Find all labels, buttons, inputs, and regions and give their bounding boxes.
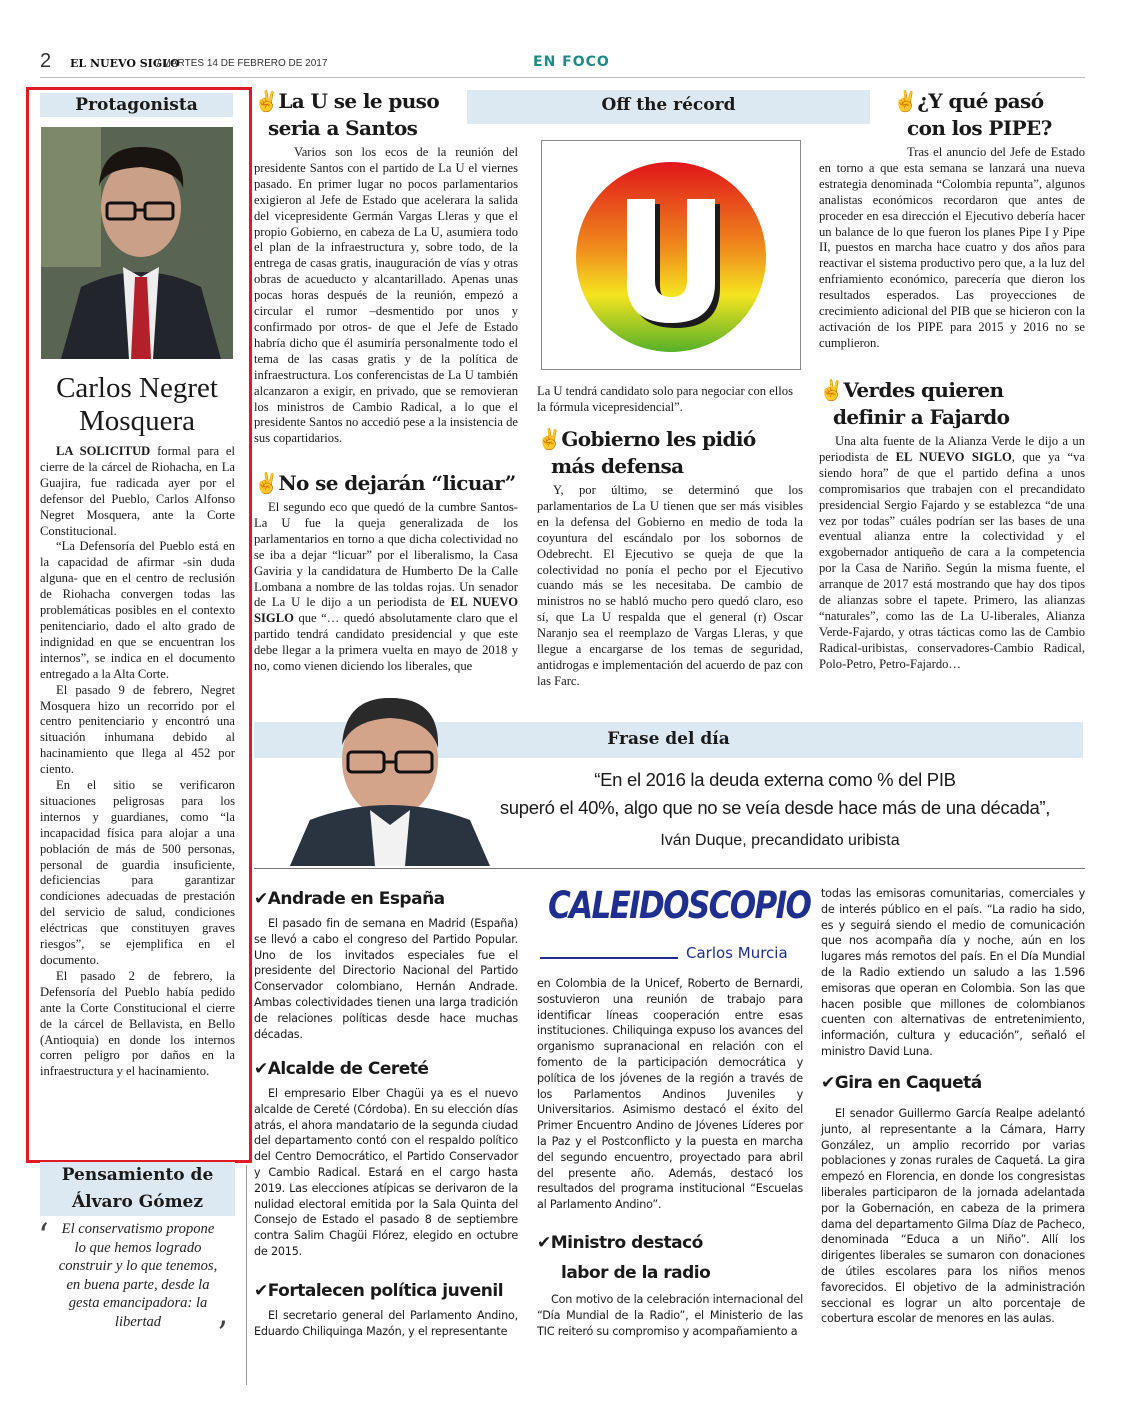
brief-andrade: [254, 884, 518, 1042]
brief-andrade-title: ✔Andrade en España: [254, 889, 445, 909]
protagonista-p4: En el sitio se verificaron situaciones peligrosas para los internos y guardianes, como “la incapacidad física para alojar a una población de más de 500 personas, personal de guardia insuficiente, deficiencias para garantizar condiciones adecuadas de prestación del servicio de salud, condiciones eléctricas que constituyen graves riesgos”, se ejemplifica en el documento.: [40, 778, 235, 967]
protagonista-label: Protagonista: [40, 93, 233, 117]
protagonista-name: [38, 372, 236, 438]
brief-ministro-text: Con motivo de la celebración internacional del “Día Mundial de la Radio”, el Ministerio de las TIC reiteró su compromiso y acompañamiento a: [537, 1293, 803, 1338]
off-record-title: Off the récord: [467, 90, 870, 124]
duque-photo-front: [290, 690, 440, 866]
name-line-1: Carlos Negret: [56, 372, 218, 404]
article-verdes-text: Una alta fuente de la Alianza Verde le dijo a un periodista de EL NUEVO SIGLO, que ya “va siendo hora” de que el partido defina a unos compromisarios que trabajen con el precandidato presidencial Sergio Fajardo y se establezca “de una vez por todas” cuáles podrían ser las bases de una eventual alianza entre la colectividad y el exgobernador antiqueño de cara a la competencia por la Casa de Nariño. Según la misma fuente, el arranque de 2017 está mostrando que hay dos tipos de alianzas sobre el tapete. Primero, las alianzas “naturales”, como las de La U-liberales, Alianza Verde-Fajardo, y otras tácticas como las de Cambio Radical-uribistas, conservadores-Cambio Radical, Polo-Petro, Petro-Fajardo…: [819, 434, 1085, 671]
section-name: EN FOCO: [533, 54, 610, 70]
u-logo-frame: [541, 140, 801, 370]
article-licuar-title: ✌No se dejarán “licuar”: [254, 471, 516, 495]
article-licuar-text: El segundo eco que quedó de la cumbre Santos-La U fue la queja generalizada de los parlamentarios en torno a que dicha colectividad no se iba a dejar “licuar” por el liberalismo, la Casa Gaviria y la candidatura de Humberto De la Calle Lombana a nombre de las toldas rojas. Un senador de La U le dijo a un periodista de EL NUEVO SIGLO que “… quedó absolutamente claro que el partido tendrá candidato presidencial y que este debe llegar a la primera vuelta en mayo de 2018 y no, como vienen diciendo los liberales, que: [254, 500, 519, 674]
pensamiento-quote: El conservatismo propone lo que hemos logrado construir y lo que tenemos, en buena parte, desde la gesta emancipadora: la libertad: [58, 1221, 218, 1330]
brief-andrade-text: El pasado fin de semana en Madrid (España) se llevó a cabo el congreso del Partido Popular. Uno de los invitados especiales fue el presidente del Directorio Nacional del Partido Conservador colombiano, Hernán Andrade. Ambas colectividades tienen una larga tradición de relaciones políticas desde hace muchas décadas.: [254, 917, 518, 1041]
brief-juvenil-title: ✔Fortalecen política juvenil: [254, 1281, 504, 1301]
lead-in: LA SOLICITUD: [56, 444, 151, 458]
article-pipe-title: ✌¿Y qué pasó con los PIPE?: [893, 89, 1052, 140]
brief-juvenil-text: El secretario general del Parlamento Andino, Eduardo Chiliquinga Mazón, y el representante: [254, 1309, 518, 1338]
protagonista-photo: [41, 127, 233, 359]
brief-caqueta-text: El senador Guillermo García Realpe adelantó junto, al representante a la Cámara, Harry González, un amplio recorrido por varias poblaciones y zonas rurales de Caquetá. La gira empezó en Florencia, en donde los congresistas liberales participaron de la jornada adelantada por la Gobernación, en cabeza de la primera dama del departamento Gilma Díaz de Pacheco, denominada “Educa a un Niño”. Allí los dirigentes liberales se sumaron con donaciones de útiles escolares para los niños menos favorecidos. El objetivo de la administración seccional es lograr un alto porcentaje de cobertura escolar de menores en las aulas.: [821, 1107, 1085, 1326]
brief-cerete-text: El empresario Elber Chagüi ya es el nuevo alcalde de Cereté (Córdoba). En su elección días atrás, el ahora mandatario de la segunda ciudad del departamento contó con el respaldo político del Centro Democrático, el Partido Conservador y Cambio Radical. Estará en el cargo hasta 2019. Las elecciones atípicas se derivaron de la nulidad electoral emitida por la Sala Quinta del Consejo de Estado el pasado 8 de septiembre contra Salim Chagüi Flórez, elegido en octubre de 2015.: [254, 1087, 518, 1258]
protagonista-p1: LA SOLICITUD formal para el cierre de la cárcel de Riohacha, en La Guajira, fue radicada ayer por el defensor del Pueblo, Carlos Alfonso Negret Mosquera, ante la Corte Constitucional.: [40, 444, 235, 538]
article-la-u: [254, 88, 518, 447]
header-date: / MARTES 14 DE FEBRERO DE 2017: [157, 58, 328, 69]
caleidoscopio-title: CALEIDOSCOPIO: [548, 884, 811, 927]
article-gobierno-title: ✌Gobierno les pidió más defensa: [537, 427, 756, 478]
name-line-2: Mosquera: [79, 405, 195, 437]
caleidoscopio-author: Carlos Murcia: [686, 944, 788, 962]
article-pipe: [819, 88, 1085, 352]
close-quote-mark: ’: [217, 1314, 228, 1354]
column-divider-left: [246, 1165, 247, 1385]
article-licuar: [254, 470, 518, 675]
frase-quote: “En el 2016 la deuda externa como % del PIB superó el 40%, algo que no se veía desde hace más de una década”,: [499, 769, 1051, 818]
protagonista-p3: El pasado 9 de febrero, Negret Mosquera hizo un recorrido por el centro penitenciario y encontró una situación inhumana debido al hacinamiento que llega al 452 por ciento.: [40, 682, 235, 777]
brief-ministro: [537, 1228, 803, 1339]
page-number: 2: [40, 50, 52, 72]
brief-caqueta-title: ✔Gira en Caquetá: [821, 1073, 982, 1093]
protagonista-p2: “La Defensoría del Pueblo está en la capacidad de afirmar -sin duda alguna- que en el centro de reclusión de Riohacha convergen todas las problemáticas posibles en el contexto penitenciario, dado el alto grado de indignidad en que se encuentran los internos”, se indica en el documento entregado a la Alta Corte.: [40, 539, 235, 681]
protagonista-p5: El pasado 2 de febrero, la Defensoría del Pueblo había pedido ante la Corte Constitucional el cierre de la cárcel de Bellavista, en Bello (Antioquia) en donde los internos corren peligro por daños en la infraestructura y el hacinamiento.: [40, 968, 235, 1079]
brief-caqueta: [821, 1068, 1085, 1327]
frase-author: Iván Duque, precandidato uribista: [660, 832, 900, 849]
brief-juvenil-continued: en Colombia de la Unicef, Roberto de Bernardi, sostuvieron una reunión de trabajo para identificar líneas cooperación entre esas instituciones. Chiliquinga expuso los avances del organismo supranacional en relación con el fomento de la participación democrática y política de los jóvenes de la región a través de los Parlamentos Andinos Juveniles y Universitarios. Asimismo destacó el éxito del Primer Encuentro Andino de Jóvenes Líderes por la Paz y el Postconflicto y la puesta en marcha del segundo encuentro, proyectado para abril del presente año. Además, destacó los resultados del programa institucional “Escuelas al Parlamento Andino”.: [537, 977, 803, 1212]
brief-ministro-continued: todas las emisoras comunitarias, comerciales y de interés público en el país. “La radio ha sido, es y seguirá siendo el medio de comunicación que nos acompaña día y noche, aún en los lugares más remotos del país. En el Día Mundial de la Radio extiendo un saludo a las 1.596 emisoras que operan en Colombia. Son las que hacen posible que millones de colombianos cuenten con alternativas de entretenimiento, información, cultura y educación”, señaló el ministro David Luna.: [821, 887, 1085, 1058]
header-rule: [40, 77, 1085, 78]
pensamiento-title: Pensamiento de Álvaro Gómez: [40, 1162, 235, 1216]
brief-cerete-title: ✔Alcalde de Cereté: [254, 1059, 429, 1079]
article-gobierno-text: Y, por último, se determinó que los parlamentarios de La U tienen que ser más visibles en la defensa del Gobierno en medio de toda la coyuntura del escándalo por los sobornos de Odebrecht. El Ejecutivo se queja de que la colectividad no ponía el pecho por el Ejecutivo cuando más se les necesitaba. De cambio de ministros no se habló mucho pero quedó claro, eso sí, que La U respalda que el general (r) Oscar Naranjo sea el reemplazo de Vargas Lleras, y que llegue a encargarse de los temas de seguridad, antidrogas e implementación del acuerdo de paz con las Farc.: [537, 483, 803, 688]
frase-bottom-rule: [254, 868, 1085, 869]
protagonista-body: [40, 444, 235, 1080]
article-la-u-text: Varios son los ecos de la reunión del presidente Santos con el partido de La U el viernes pasado. En primer lugar no pocos parlamentarios exigieron al Jefe de Estado que acelerara la salida del vicepresidente Germán Vargas Lleras y que el propio Gobierno, en cabeza de La U, asumiera todo el plan de la infraestructura y, sobre todo, de la entrega de casas gratis, inauguración de vías y otras obras de acueducto y alcantarillado. Apenas unas pocas horas después de la reunión, empezó a circular el rumor –desmentido por unos y confirmado por otros- de que el Jefe de Estado habría dicho que él asumiría personalmente todo el tema de las casas gratis y de la política de infraestructura. Los conferencistas de La U también alcanzaron a exigir, en privado, que se removieran los ministros de Cambio Radical, a lo que el presidente Santos no accedió pese a la insistencia de sus copartidarios.: [254, 145, 518, 446]
article-la-u-title: ✌La U se le puso seria a Santos: [254, 89, 440, 140]
open-quote-mark: ‘: [38, 1216, 49, 1256]
brief-cerete: [254, 1054, 518, 1260]
caleidoscopio-rule: [540, 957, 678, 959]
u-party-logo: [542, 141, 800, 369]
article-pipe-text: Tras el anuncio del Jefe de Estado en torno a que esta semana se lanzará una nueva estrategia denominada “Colombia repunta”, algunos analistas económicos recordaron que antes de proceder en esa dirección el Ejecutivo debería hacer un balance de lo que fueron los planes Pipe I y Pipe II, puestos en marcha hace cuatro y dos años para reactivar el sistema productivo pero que, a la luz del enfriamiento económico, parecería que dieron los resultados esperados. Las proyecciones de crecimiento adicional del PIB que se hicieron con la activación de los PIPE para 2015 y 2016 no se cumplieron.: [819, 145, 1085, 350]
article-verdes-title: ✌Verdes quieren definir a Fajardo: [819, 378, 1010, 429]
brief-ministro-title: ✔Ministro destacó labor de la radio: [537, 1233, 711, 1283]
article-gobierno: [537, 426, 803, 690]
brief-juvenil: [254, 1276, 518, 1340]
frase-title: Frase del día: [254, 722, 1083, 758]
portrait-illustration: [41, 127, 233, 359]
paper-name: EL NUEVO SIGLO: [70, 57, 180, 70]
page-header: [40, 48, 1085, 76]
off-record-caption: La U tendrá candidato solo para negociar con ellos la fórmula vicepresidencial”.: [537, 384, 793, 414]
article-verdes: [819, 377, 1085, 673]
